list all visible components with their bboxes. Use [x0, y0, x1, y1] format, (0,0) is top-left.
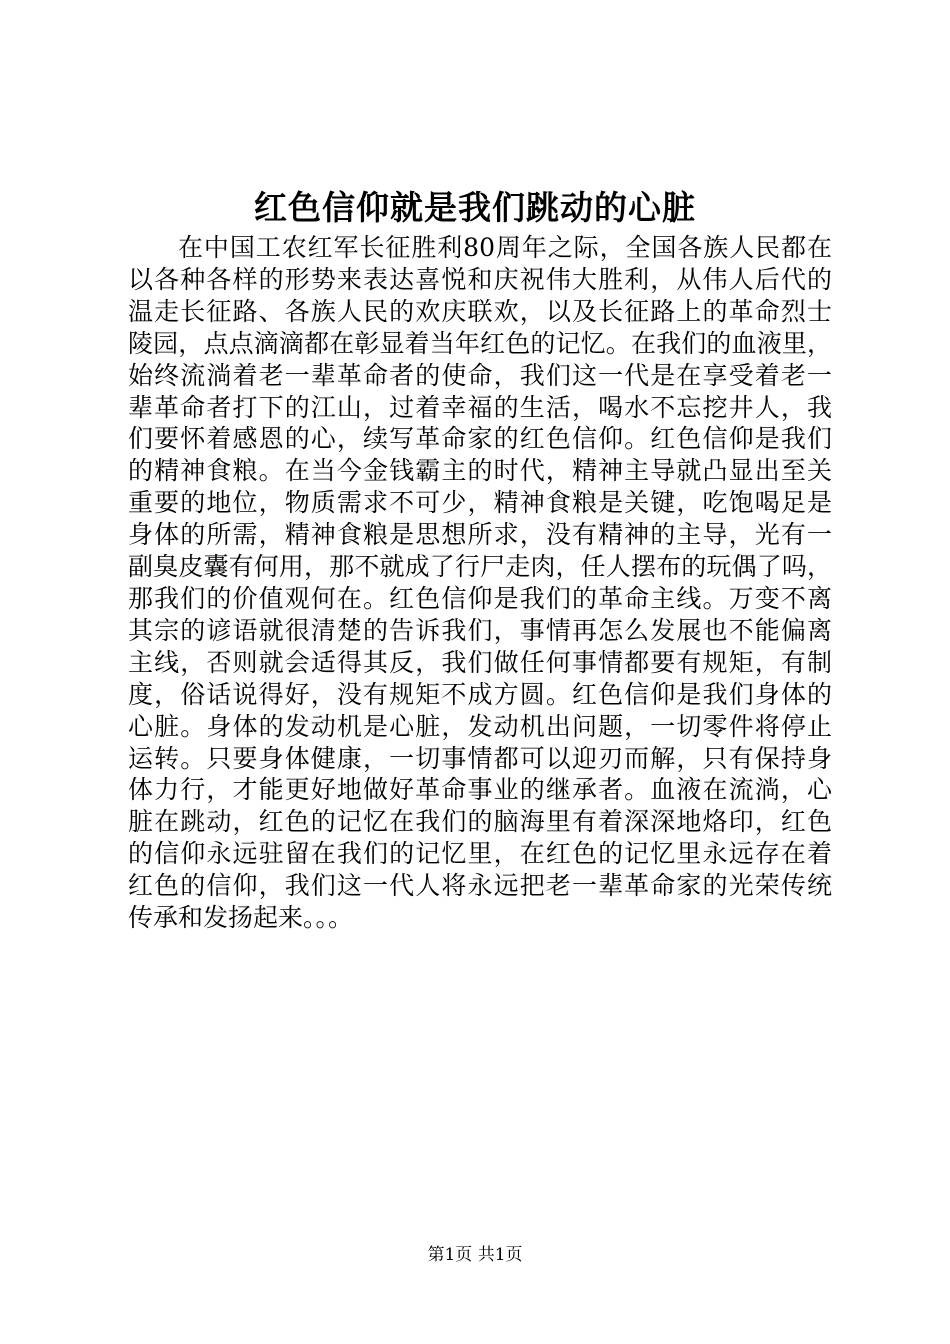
body-line: 始终流淌着老一辈革命者的使命，我们这一代是在享受着老一: [128, 360, 832, 390]
body-line: 主线，否则就会适得其反，我们做任何事情都要有规矩，有制: [128, 647, 832, 677]
body-line: 陵园，点点滴滴都在彰显着当年红色的记忆。在我们的血液里，: [128, 328, 832, 358]
body-line: 们要怀着感恩的心，续写革命家的红色信仰。红色信仰是我们: [128, 424, 832, 454]
body-line: 重要的地位，物质需求不可少，精神食粮是关键，吃饱喝足是: [128, 488, 832, 518]
body-line: 身体的所需，精神食粮是思想所求，没有精神的主导，光有一: [128, 520, 832, 550]
body-line: 红色的信仰，我们这一代人将永远把老一辈革命家的光荣传统: [128, 871, 832, 901]
page-number-footer: 第1页 共1页: [427, 1245, 523, 1265]
body-line: 脏在跳动，红色的记忆在我们的脑海里有着深深地烙印，红色: [128, 807, 832, 837]
body-line: 辈革命者打下的江山，过着幸福的生活，喝水不忘挖井人，我: [128, 392, 832, 422]
body-line: 温走长征路、各族人民的欢庆联欢，以及长征路上的革命烈士: [128, 296, 832, 326]
body-line: 度，俗话说得好，没有规矩不成方圆。红色信仰是我们身体的: [128, 679, 832, 709]
body-line: 那我们的价值观何在。红色信仰是我们的革命主线。万变不离: [128, 583, 832, 613]
body-line: 体力行，才能更好地做好革命事业的继承者。血液在流淌，心: [128, 775, 832, 805]
body-line: 以各种各样的形势来表达喜悦和庆祝伟大胜利，从伟人后代的: [128, 264, 832, 294]
body-line: 心脏。身体的发动机是心脏，发动机出问题，一切零件将停止: [128, 711, 832, 741]
body-line: 的信仰永远驻留在我们的记忆里，在红色的记忆里永远存在着: [128, 839, 832, 869]
body-line: 副臭皮囊有何用，那不就成了行尸走肉，任人摆布的玩偶了吗，: [128, 552, 832, 582]
document-body: [128, 232, 832, 934]
body-line: 在中国工农红军长征胜利80周年之际，全国各族人民都在: [178, 233, 832, 262]
body-line: 运转。只要身体健康，一切事情都可以迎刃而解，只有保持身: [128, 743, 832, 773]
body-line: 其宗的谚语就很清楚的告诉我们，事情再怎么发展也不能偏离: [128, 615, 832, 645]
body-line: 的精神食粮。在当今金钱霸主的时代，精神主导就凸显出至关: [128, 456, 832, 486]
body-line: 传承和发扬起来。。。: [128, 903, 354, 933]
document-title: 红色信仰就是我们跳动的心脏: [254, 188, 696, 227]
